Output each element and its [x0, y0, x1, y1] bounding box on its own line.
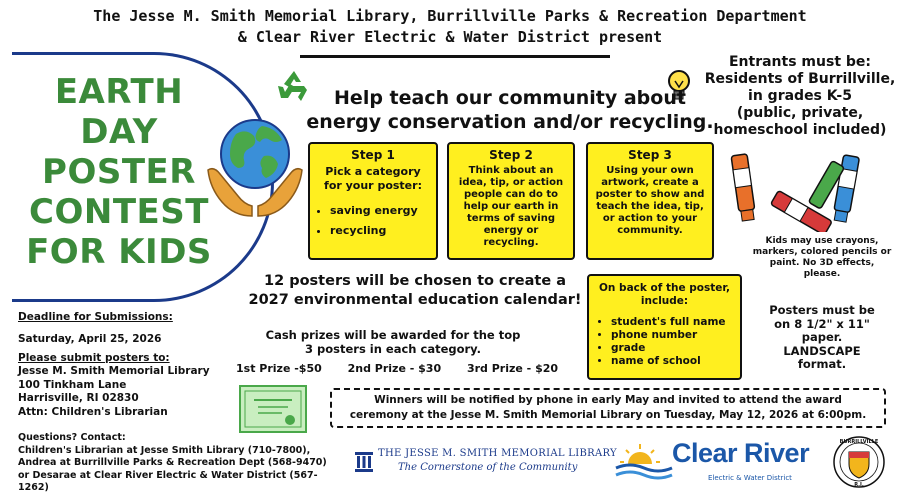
prize-third: 3rd Prize - $20 — [466, 362, 559, 375]
library-name: THE JESSE M. SMITH MEMORIAL LIBRARY — [378, 448, 617, 459]
list-item: • grade — [611, 342, 732, 355]
seal-top-text: BURRILLVILLE — [839, 439, 879, 445]
submit-label: Please submit posters to: — [18, 352, 170, 364]
step-1-box — [308, 142, 438, 260]
step-2-title: Step 2 — [489, 148, 533, 162]
paper-line-4: LANDSCAPE — [783, 343, 861, 358]
address-line: Attn: Children's Librarian — [18, 405, 168, 418]
contest-title-line-1: EARTH DAY — [54, 72, 184, 152]
contact-label: Questions? Contact: — [18, 432, 126, 443]
entrants-line-3: in grades K-5 — [748, 88, 852, 104]
back-of-poster-box — [587, 274, 742, 380]
contest-title-line-2: POSTER — [42, 152, 196, 192]
back-of-poster-title: On back of the poster, include: — [599, 282, 730, 307]
submission-address — [18, 365, 210, 419]
step-2-box — [447, 142, 575, 260]
prize-list — [236, 362, 586, 375]
library-logo — [354, 446, 617, 476]
contact-line: Andrea at Burrillville Parks & Recreation Dept (568-9470) — [18, 457, 327, 468]
address-line: Harrisville, RI 02830 — [18, 392, 139, 404]
header — [0, 6, 900, 48]
contest-title — [14, 72, 224, 272]
category-item: • recycling — [330, 221, 430, 241]
markers-icon — [728, 148, 878, 232]
notify-line-1: Winners will be notified by phone in early May and invited to attend the award — [374, 394, 842, 406]
contest-title-line-3: CONTEST — [29, 192, 209, 232]
category-item: • saving energy — [330, 201, 430, 221]
sun-waves-icon — [614, 440, 674, 484]
calendar-line-2: 2027 environmental education calendar! — [248, 292, 582, 308]
list-item: • name of school — [611, 355, 732, 368]
calendar-line-1: 12 posters will be chosen to create a — [263, 273, 567, 289]
cash-line-1: Cash prizes will be awarded for the top — [265, 328, 521, 342]
category-list — [330, 201, 430, 241]
help-teach-line-1: Help teach our community about — [334, 87, 686, 109]
paper-line-5: format. — [797, 357, 847, 371]
art-supplies-note: Kids may use crayons, markers, colored pencils or paint. No 3D effects, please. — [752, 236, 892, 279]
step-2-body: Think about an idea, tip, or action people can do to help our earth in terms of saving energy or recycling. — [458, 165, 564, 248]
entrants-line-5: homeschool included) — [713, 122, 887, 138]
cash-line-2: 3 posters in each category. — [305, 342, 481, 356]
help-teach-text — [300, 86, 720, 134]
prize-first: 1st Prize -$50 — [236, 362, 322, 375]
library-building-icon — [354, 450, 374, 472]
list-item: • phone number — [611, 329, 732, 342]
step-1-body: Pick a category for your poster: — [324, 165, 422, 192]
library-tagline: The Cornerstone of the Community — [398, 462, 578, 473]
contact-line: Children's Librarian at Jesse Smith Library (710-7800), — [18, 444, 311, 456]
header-line-1: The Jesse M. Smith Memorial Library, Burrillville Parks & Recreation Department — [93, 7, 807, 25]
paper-line-3: paper. — [801, 330, 843, 344]
calendar-announcement — [240, 272, 590, 310]
burrillville-seal-icon — [832, 434, 886, 490]
step-3-title: Step 3 — [628, 148, 672, 162]
prize-second: 2nd Prize - $30 — [347, 362, 442, 375]
paper-requirements — [752, 304, 892, 372]
clear-river-subtitle: Electric & Water District — [708, 474, 792, 482]
header-divider — [300, 55, 610, 58]
contest-title-line-4: FOR KIDS — [26, 232, 212, 272]
back-of-poster-list — [611, 316, 732, 368]
step-1-title: Step 1 — [351, 148, 395, 162]
cash-prize-text — [228, 328, 558, 356]
contact-info — [18, 432, 348, 495]
deadline-date: Saturday, April 25, 2026 — [18, 333, 162, 345]
winner-notification — [330, 388, 886, 428]
address-line: 100 Tinkham Lane — [18, 378, 127, 391]
deadline-label: Deadline for Submissions: — [18, 311, 173, 323]
step-3-box — [586, 142, 714, 260]
globe-in-hands-icon — [200, 110, 310, 220]
help-teach-line-2: energy conservation and/or recycling. — [306, 111, 714, 133]
certificate-icon — [238, 384, 308, 434]
entrant-requirements — [700, 54, 900, 139]
entrants-line-4: (public, private, — [736, 105, 864, 121]
contact-line: or Desarae at Clear River Electric & Water District (567-1262) — [18, 469, 318, 493]
notify-line-2: ceremony at the Jesse M. Smith Memorial Library on Tuesday, May 12, 2026 at 6:00pm. — [349, 409, 867, 421]
paper-line-2: on 8 1/2" x 11" — [774, 316, 870, 331]
seal-bottom-text: R.I. — [854, 482, 864, 488]
list-item: • student's full name — [611, 316, 732, 329]
address-line: Jesse M. Smith Memorial Library — [18, 365, 210, 377]
clear-river-logo — [614, 436, 814, 488]
step-3-body: Using your own artwork, create a poster to show and teach the idea, tip, or action to your community. — [595, 165, 705, 236]
header-line-2: & Clear River Electric & Water District present — [237, 28, 663, 46]
entrants-line-1: Entrants must be: — [728, 54, 871, 70]
paper-line-1: Posters must be — [769, 303, 875, 317]
entrants-line-2: Residents of Burrillville, — [704, 71, 896, 87]
clear-river-name: Clear River — [672, 438, 810, 468]
